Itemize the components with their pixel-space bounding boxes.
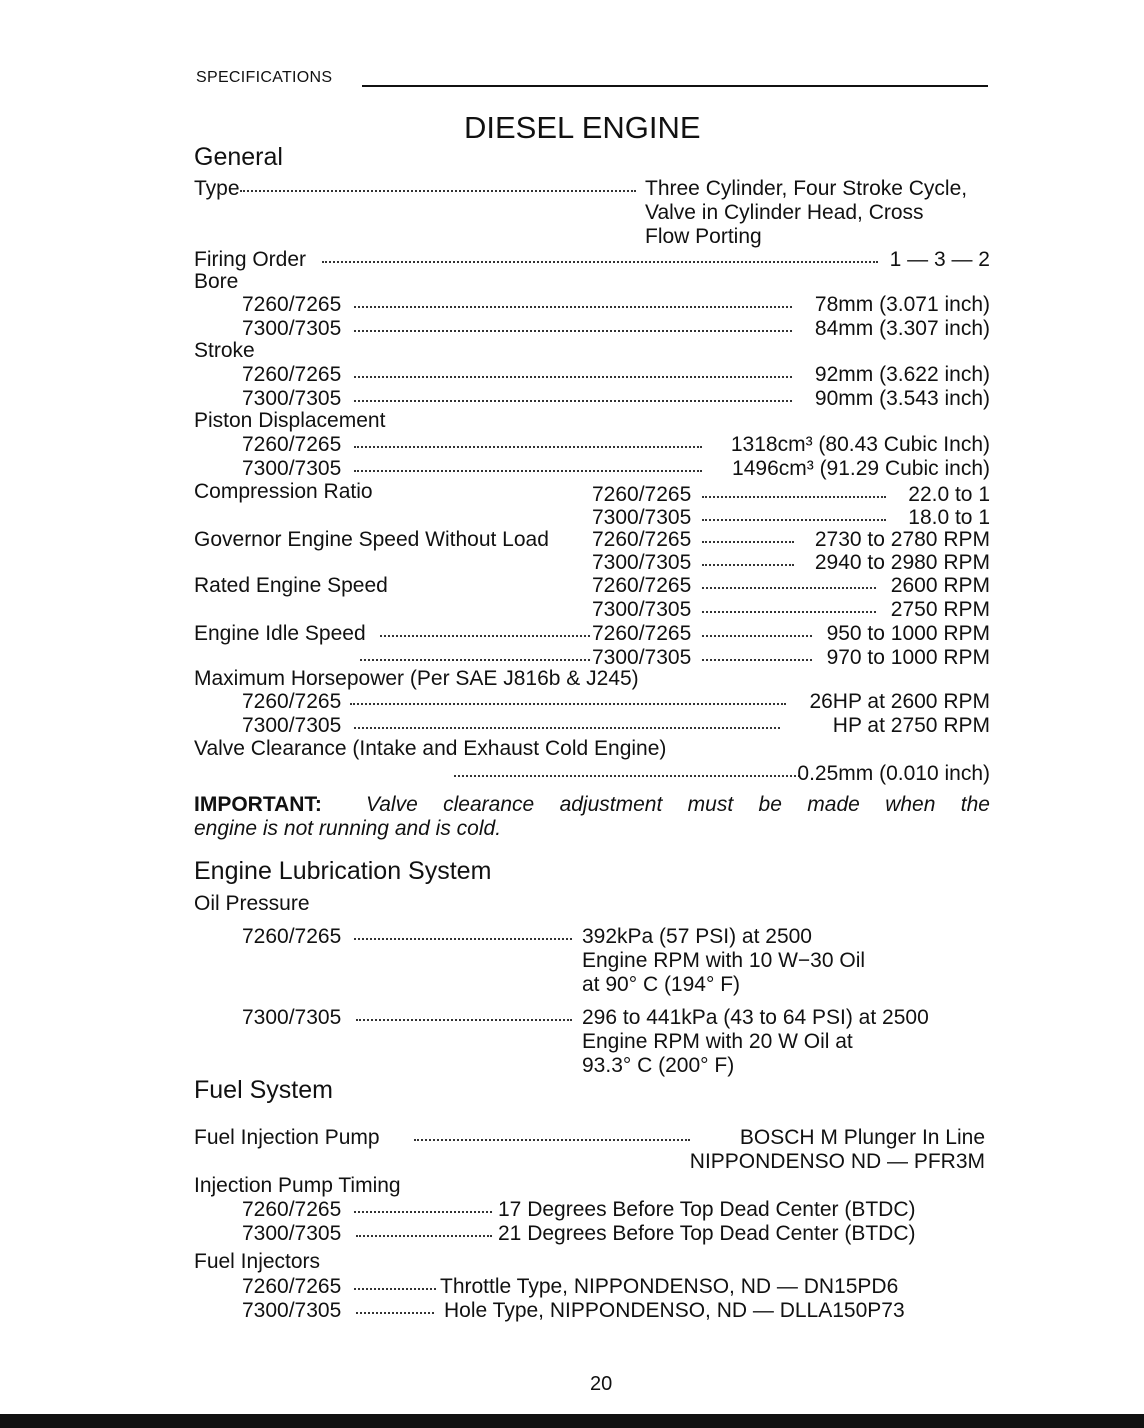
leader-dots <box>354 446 702 448</box>
leader-dots <box>356 1019 572 1021</box>
injection-pump-value: NIPPONDENSO ND — PFR3M <box>689 1150 985 1173</box>
idle-speed-model: 7260/7265 <box>592 622 692 645</box>
leader-dots <box>702 587 876 589</box>
injection-pump-label: Fuel Injection Pump <box>194 1126 380 1149</box>
displacement-model: 7260/7265 <box>242 433 342 456</box>
section-header: SPECIFICATIONS <box>196 69 333 86</box>
type-label: Type <box>194 177 240 200</box>
oil-value-line: at 90° C (194° F) <box>582 973 741 996</box>
horsepower-model: 7300/7305 <box>242 714 342 737</box>
displacement-model: 7300/7305 <box>242 457 342 480</box>
stroke-value: 92mm (3.622 inch) <box>814 363 990 386</box>
leader-dots <box>354 306 792 308</box>
idle-speed-model: 7300/7305 <box>592 646 692 669</box>
governor-model: 7300/7305 <box>592 551 692 574</box>
important-label: IMPORTANT: <box>194 793 322 816</box>
rated-speed-model: 7300/7305 <box>592 598 692 621</box>
leader-dots <box>354 938 572 940</box>
idle-speed-value: 970 to 1000 RPM <box>826 646 990 669</box>
oil-value-line: Engine RPM with 10 W−30 Oil <box>582 949 866 972</box>
oil-model: 7300/7305 <box>242 1006 342 1029</box>
page-title: DIESEL ENGINE <box>464 110 701 145</box>
displacement-label: Piston Displacement <box>194 409 386 432</box>
bore-label: Bore <box>194 270 239 293</box>
compression-label: Compression Ratio <box>194 480 373 503</box>
section-heading-fuel: Fuel System <box>194 1076 333 1104</box>
leader-dots <box>702 519 886 521</box>
compression-model: 7260/7265 <box>592 483 692 506</box>
type-value-line-2: Valve in Cylinder Head, Cross <box>645 201 924 224</box>
bore-model: 7300/7305 <box>242 317 342 340</box>
compression-value: 22.0 to 1 <box>908 483 990 506</box>
pump-timing-model: 7300/7305 <box>242 1222 342 1245</box>
section-heading-lubrication: Engine Lubrication System <box>194 857 492 885</box>
governor-label: Governor Engine Speed Without Load <box>194 528 549 551</box>
injector-model: 7300/7305 <box>242 1299 342 1322</box>
pump-timing-value: 21 Degrees Before Top Dead Center (BTDC) <box>498 1222 916 1245</box>
important-note: Valve clearance adjustment must be made when the <box>366 793 990 816</box>
injector-value: Throttle Type, NIPPONDENSO, ND — DN15PD6 <box>440 1275 899 1298</box>
type-value-line-3: Flow Porting <box>645 225 762 248</box>
leader-dots <box>350 703 786 705</box>
horsepower-value: 26HP at 2600 RPM <box>809 690 990 713</box>
oil-value-line: 392kPa (57 PSI) at 2500 <box>582 925 812 948</box>
leader-dots <box>354 376 792 378</box>
leader-dots <box>354 470 702 472</box>
leader-dots <box>414 1139 690 1141</box>
pump-timing-label: Injection Pump Timing <box>194 1174 401 1197</box>
leader-dots <box>702 611 876 613</box>
bore-value: 84mm (3.307 inch) <box>814 317 990 340</box>
injector-value: Hole Type, NIPPONDENSO, ND — DLLA150P73 <box>444 1299 905 1322</box>
leader-dots <box>454 775 800 777</box>
leader-dots <box>356 1312 434 1314</box>
displacement-value: 1318cm³ (80.43 Cubic Inch) <box>730 433 990 456</box>
leader-dots <box>360 659 590 661</box>
rated-speed-value: 2750 RPM <box>890 598 990 621</box>
leader-dots <box>354 1288 436 1290</box>
scan-edge <box>0 1414 1144 1428</box>
header-rule <box>362 85 988 87</box>
leader-dots <box>240 190 636 192</box>
leader-dots <box>322 261 878 263</box>
stroke-value: 90mm (3.543 inch) <box>814 387 990 410</box>
valve-clearance-value: 0.25mm (0.010 inch) <box>797 762 990 785</box>
injection-pump-value: BOSCH M Plunger In Line <box>739 1126 985 1149</box>
stroke-label: Stroke <box>194 339 255 362</box>
governor-model: 7260/7265 <box>592 528 692 551</box>
displacement-value: 1496cm³ (91.29 Cubic inch) <box>732 457 990 480</box>
leader-dots <box>702 659 812 661</box>
leader-dots <box>354 330 792 332</box>
fuel-injectors-label: Fuel Injectors <box>194 1250 321 1273</box>
injector-model: 7260/7265 <box>242 1275 342 1298</box>
leader-dots <box>702 564 794 566</box>
valve-clearance-label: Valve Clearance (Intake and Exhaust Cold Engine) <box>194 737 667 760</box>
stroke-model: 7300/7305 <box>242 387 342 410</box>
leader-dots <box>702 541 794 543</box>
bore-model: 7260/7265 <box>242 293 342 316</box>
stroke-model: 7260/7265 <box>242 363 342 386</box>
section-heading-general: General <box>194 143 283 171</box>
pump-timing-value: 17 Degrees Before Top Dead Center (BTDC) <box>498 1198 916 1221</box>
firing-order-label: Firing Order <box>194 248 307 271</box>
leader-dots <box>702 635 812 637</box>
leader-dots <box>354 1211 492 1213</box>
rated-speed-label: Rated Engine Speed <box>194 574 388 597</box>
horsepower-value: HP at 2750 RPM <box>832 714 990 737</box>
leader-dots <box>354 400 792 402</box>
leader-dots <box>380 635 590 637</box>
idle-speed-label: Engine Idle Speed <box>194 622 366 645</box>
horsepower-model: 7260/7265 <box>242 690 342 713</box>
important-note-cont: engine is not running and is cold. <box>194 817 502 840</box>
page-number: 20 <box>590 1373 613 1395</box>
leader-dots <box>354 727 780 729</box>
oil-value-line: 296 to 441kPa (43 to 64 PSI) at 2500 <box>582 1006 929 1029</box>
oil-pressure-label: Oil Pressure <box>194 892 310 915</box>
leader-dots <box>356 1235 492 1237</box>
governor-value: 2940 to 2980 RPM <box>814 551 990 574</box>
compression-model: 7300/7305 <box>592 506 692 529</box>
oil-value-line: Engine RPM with 20 W Oil at <box>582 1030 853 1053</box>
horsepower-label: Maximum Horsepower (Per SAE J816b & J245) <box>194 667 639 690</box>
rated-speed-model: 7260/7265 <box>592 574 692 597</box>
rated-speed-value: 2600 RPM <box>890 574 990 597</box>
bore-value: 78mm (3.071 inch) <box>814 293 990 316</box>
compression-value: 18.0 to 1 <box>908 506 990 529</box>
governor-value: 2730 to 2780 RPM <box>814 528 990 551</box>
oil-model: 7260/7265 <box>242 925 342 948</box>
leader-dots <box>702 496 886 498</box>
idle-speed-value: 950 to 1000 RPM <box>826 622 990 645</box>
type-value-line-1: Three Cylinder, Four Stroke Cycle, <box>645 177 968 200</box>
pump-timing-model: 7260/7265 <box>242 1198 342 1221</box>
firing-order-value: 1 — 3 — 2 <box>889 248 990 271</box>
oil-value-line: 93.3° C (200° F) <box>582 1054 735 1077</box>
